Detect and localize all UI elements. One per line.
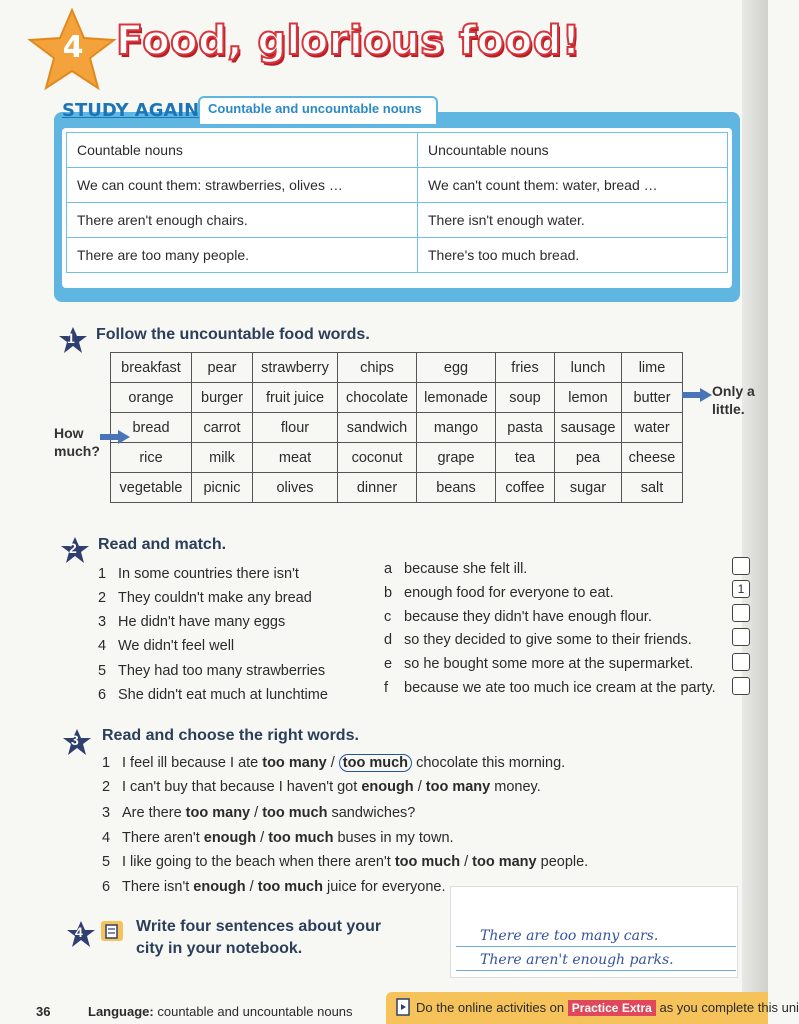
item-number: 3 bbox=[102, 805, 111, 821]
list-item bbox=[98, 663, 325, 679]
table-row bbox=[111, 473, 683, 503]
notebook-icon bbox=[100, 920, 124, 942]
table-cell: We can't count them: water, bread … bbox=[418, 168, 728, 203]
item-text: I feel ill because I ate bbox=[122, 755, 263, 771]
grid-cell[interactable]: grape bbox=[417, 443, 496, 473]
table-cell: There's too much bread. bbox=[418, 238, 728, 273]
table-row bbox=[67, 168, 728, 203]
page-title: Food, glorious food! bbox=[116, 18, 581, 64]
item-text: enough food for everyone to eat. bbox=[404, 585, 614, 601]
list-item bbox=[384, 561, 527, 577]
grid-cell[interactable]: coconut bbox=[338, 443, 417, 473]
separator: / bbox=[413, 779, 426, 795]
option-a[interactable]: enough bbox=[203, 830, 257, 846]
grid-cell[interactable]: picnic bbox=[192, 473, 253, 503]
list-item bbox=[384, 609, 652, 625]
option-b[interactable]: too much bbox=[268, 830, 334, 846]
item-text: We didn't feel well bbox=[118, 638, 235, 654]
grid-cell[interactable]: coffee bbox=[496, 473, 555, 503]
item-number: 4 bbox=[98, 638, 107, 654]
item-text: people. bbox=[536, 854, 589, 870]
answer-box[interactable] bbox=[732, 628, 750, 646]
item-letter: f bbox=[384, 680, 389, 696]
item-text: They couldn't make any bread bbox=[118, 590, 312, 606]
list-item bbox=[102, 805, 415, 821]
table-cell: There are too many people. bbox=[67, 238, 418, 273]
list-item bbox=[384, 656, 693, 672]
grid-cell[interactable]: salt bbox=[622, 473, 683, 503]
item-text: Are there bbox=[122, 805, 186, 821]
list-item bbox=[384, 585, 614, 601]
separator: / bbox=[326, 755, 339, 771]
grid-cell[interactable]: flour bbox=[253, 413, 338, 443]
separator: / bbox=[245, 879, 258, 895]
exercise-title: Write four sentences about your bbox=[136, 918, 382, 935]
item-number: 2 bbox=[102, 779, 111, 795]
grid-cell[interactable]: milk bbox=[192, 443, 253, 473]
grid-cell[interactable]: mango bbox=[417, 413, 496, 443]
list-item bbox=[102, 879, 446, 895]
grid-cell[interactable]: meat bbox=[253, 443, 338, 473]
option-b[interactable]: too many bbox=[425, 779, 491, 795]
list-item bbox=[384, 632, 692, 648]
grid-cell[interactable]: lemon bbox=[555, 383, 622, 413]
list-item bbox=[98, 566, 299, 582]
grid-cell[interactable]: butter bbox=[622, 383, 683, 413]
option-a[interactable]: too much bbox=[394, 854, 461, 870]
separator: / bbox=[256, 830, 269, 846]
list-item bbox=[98, 590, 312, 606]
item-text: chocolate this morning. bbox=[412, 755, 566, 771]
list-item bbox=[384, 680, 716, 696]
study-again-tab-label: Countable and uncountable nouns bbox=[208, 101, 422, 116]
noun-table bbox=[66, 132, 728, 273]
divider bbox=[456, 946, 736, 947]
grid-cell[interactable]: breakfast bbox=[111, 353, 192, 383]
document-icon bbox=[396, 998, 410, 1016]
table-cell: There aren't enough chairs. bbox=[67, 203, 418, 238]
option-b[interactable]: too much bbox=[257, 879, 323, 895]
grid-cell[interactable]: soup bbox=[496, 383, 555, 413]
option-a[interactable]: too many bbox=[262, 755, 327, 771]
item-text: There aren't bbox=[122, 830, 204, 846]
item-number: 2 bbox=[98, 590, 107, 606]
list-item bbox=[98, 614, 285, 630]
grid-cell[interactable]: olives bbox=[253, 473, 338, 503]
grid-cell[interactable]: carrot bbox=[192, 413, 253, 443]
table-row bbox=[111, 413, 683, 443]
list-item bbox=[102, 854, 588, 870]
practice-extra-link[interactable]: Practice Extra bbox=[568, 1000, 656, 1016]
exercise-title: Read and choose the right words. bbox=[102, 727, 359, 744]
item-text: buses in my town. bbox=[333, 830, 454, 846]
table-cell: We can count them: strawberries, olives … bbox=[67, 168, 418, 203]
grid-cell[interactable]: vegetable bbox=[111, 473, 192, 503]
item-number: 5 bbox=[102, 854, 111, 870]
answer-box[interactable]: 1 bbox=[732, 580, 750, 598]
item-text: I can't buy that because I haven't got bbox=[122, 779, 362, 795]
arrow-right-icon bbox=[100, 430, 130, 444]
item-text: juice for everyone. bbox=[322, 879, 446, 895]
item-text: so he bought some more at the supermarket. bbox=[404, 656, 694, 672]
table-row bbox=[111, 353, 683, 383]
table-row bbox=[111, 383, 683, 413]
grid-cell[interactable]: egg bbox=[417, 353, 496, 383]
table-row bbox=[67, 133, 728, 168]
grid-cell[interactable]: sandwich bbox=[338, 413, 417, 443]
item-text: There isn't bbox=[122, 879, 194, 895]
item-number: 1 bbox=[102, 755, 111, 771]
exercise-number: 2 bbox=[69, 540, 77, 556]
answer-box[interactable] bbox=[732, 557, 750, 575]
exercise-title: Follow the uncountable food words. bbox=[96, 326, 370, 343]
answer-box[interactable] bbox=[732, 653, 750, 671]
item-letter: a bbox=[384, 561, 393, 577]
answer-box[interactable] bbox=[732, 677, 750, 695]
grid-cell[interactable]: orange bbox=[111, 383, 192, 413]
footer-language bbox=[88, 1004, 353, 1019]
grid-cell[interactable]: bread bbox=[111, 413, 192, 443]
option-b[interactable]: too many bbox=[472, 854, 537, 870]
answer-box[interactable] bbox=[732, 604, 750, 622]
list-item bbox=[102, 779, 541, 795]
exercise-title: Read and match. bbox=[98, 536, 227, 553]
grid-cell[interactable]: lime bbox=[622, 353, 683, 383]
grid-cell[interactable]: pea bbox=[555, 443, 622, 473]
grid-cell[interactable]: cheese bbox=[622, 443, 683, 473]
table-row bbox=[67, 203, 728, 238]
item-number: 1 bbox=[98, 566, 107, 582]
table-cell: Uncountable nouns bbox=[418, 133, 728, 168]
grid-cell[interactable]: chips bbox=[338, 353, 417, 383]
grid-cell[interactable]: water bbox=[622, 413, 683, 443]
option-b[interactable]: too much bbox=[339, 754, 412, 772]
item-letter: b bbox=[384, 585, 393, 601]
exercise-title: city in your notebook. bbox=[136, 940, 303, 957]
exercise-number: 3 bbox=[71, 732, 79, 748]
option-a[interactable]: enough bbox=[361, 779, 414, 795]
page-edge bbox=[742, 0, 768, 1024]
grid-cell[interactable]: pasta bbox=[496, 413, 555, 443]
option-b[interactable]: too much bbox=[262, 805, 328, 821]
grid-cell[interactable]: fruit juice bbox=[253, 383, 338, 413]
item-text: I like going to the beach when there aren't bbox=[122, 854, 395, 870]
list-item bbox=[98, 638, 234, 654]
item-letter: c bbox=[384, 609, 392, 625]
list-item bbox=[102, 830, 454, 846]
item-number: 6 bbox=[102, 879, 111, 895]
grid-cell[interactable]: rice bbox=[111, 443, 192, 473]
separator: / bbox=[460, 854, 473, 870]
grid-cell[interactable]: lunch bbox=[555, 353, 622, 383]
study-again-label: STUDY AGAIN bbox=[62, 100, 200, 121]
word-grid bbox=[110, 352, 683, 503]
item-number: 5 bbox=[98, 663, 107, 679]
item-letter: e bbox=[384, 656, 393, 672]
list-item bbox=[98, 687, 328, 703]
grid-cell[interactable]: sausage bbox=[555, 413, 622, 443]
end-label: Only a little. bbox=[712, 383, 755, 417]
notebook-line: There aren't enough parks. bbox=[480, 952, 674, 968]
grid-cell[interactable]: sugar bbox=[555, 473, 622, 503]
footer-language-text: countable and uncountable nouns bbox=[157, 1004, 353, 1019]
item-number: 4 bbox=[102, 830, 111, 846]
grid-cell[interactable]: strawberry bbox=[253, 353, 338, 383]
unit-number: 4 bbox=[62, 30, 84, 65]
item-text: They had too many strawberries bbox=[118, 663, 326, 679]
notebook-line: There are too many cars. bbox=[480, 928, 659, 944]
item-text: sandwiches? bbox=[327, 805, 416, 821]
item-text: because we ate too much ice cream at the party. bbox=[404, 680, 716, 696]
exercise-number: 1 bbox=[67, 330, 75, 346]
list-item bbox=[102, 755, 565, 771]
footer-online-text: as you complete this uni bbox=[659, 1000, 799, 1015]
item-text: because she felt ill. bbox=[404, 561, 528, 577]
grid-cell[interactable]: burger bbox=[192, 383, 253, 413]
item-text: He didn't have many eggs bbox=[118, 614, 286, 630]
grid-cell[interactable]: chocolate bbox=[338, 383, 417, 413]
footer-online-text: Do the online activities on bbox=[416, 1000, 565, 1015]
table-cell: There isn't enough water. bbox=[418, 203, 728, 238]
grid-cell[interactable]: fries bbox=[496, 353, 555, 383]
table-row bbox=[67, 238, 728, 273]
item-text: because they didn't have enough flour. bbox=[404, 609, 652, 625]
exercise-number: 4 bbox=[75, 924, 83, 940]
footer-online bbox=[416, 1000, 799, 1015]
grid-cell[interactable]: tea bbox=[496, 443, 555, 473]
grid-cell[interactable]: pear bbox=[192, 353, 253, 383]
item-text: money. bbox=[490, 779, 541, 795]
page-number: 36 bbox=[36, 1004, 51, 1019]
item-number: 3 bbox=[98, 614, 107, 630]
table-row bbox=[111, 443, 683, 473]
grid-cell[interactable]: lemonade bbox=[417, 383, 496, 413]
item-letter: d bbox=[384, 632, 393, 648]
item-text: In some countries there isn't bbox=[118, 566, 299, 582]
grid-cell[interactable]: dinner bbox=[338, 473, 417, 503]
separator: / bbox=[250, 805, 263, 821]
item-text: She didn't eat much at lunchtime bbox=[118, 687, 328, 703]
option-a[interactable]: too many bbox=[185, 805, 251, 821]
grid-cell[interactable]: beans bbox=[417, 473, 496, 503]
arrow-right-icon bbox=[682, 388, 712, 402]
item-number: 6 bbox=[98, 687, 107, 703]
divider bbox=[456, 970, 736, 971]
option-a[interactable]: enough bbox=[193, 879, 246, 895]
table-cell: Countable nouns bbox=[67, 133, 418, 168]
footer-language-label: Language: bbox=[88, 1004, 154, 1019]
start-label: How much? bbox=[54, 425, 100, 459]
item-text: so they decided to give some to their friends. bbox=[404, 632, 692, 648]
